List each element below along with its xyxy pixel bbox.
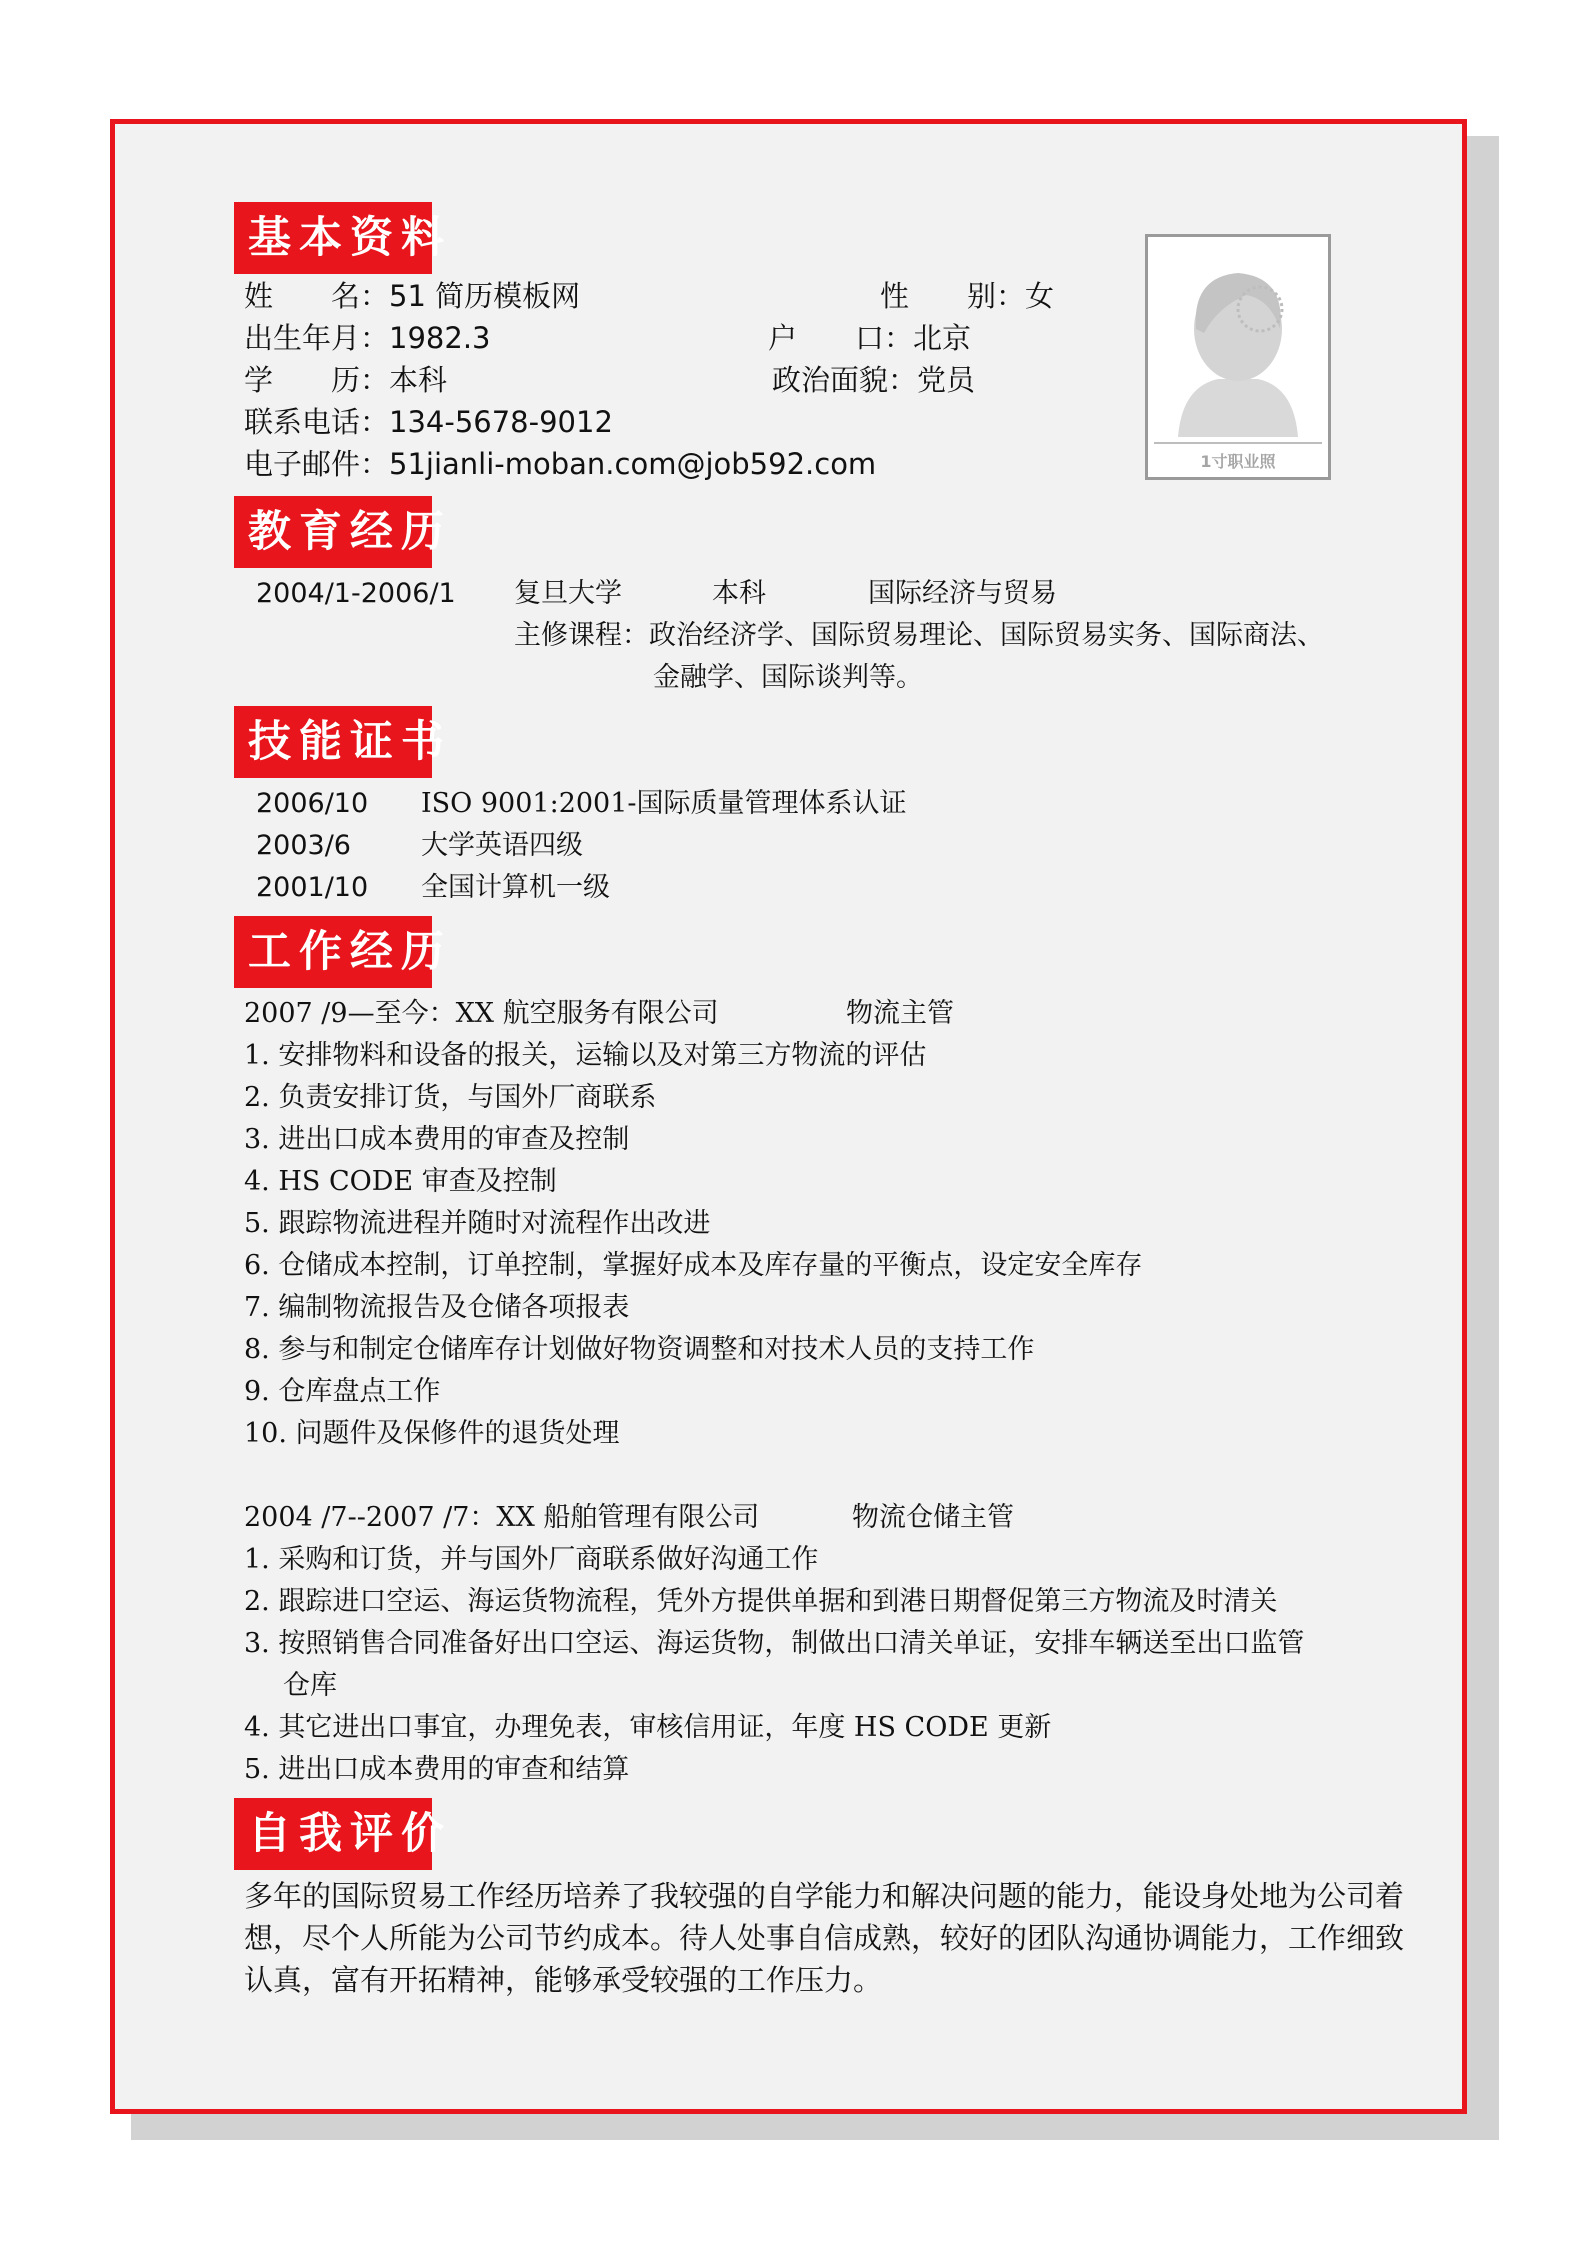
photo-caption: 1寸职业照	[1200, 452, 1276, 471]
self-eval-line: 想，尽个人所能为公司节约成本。待人处事自信成熟，较好的团队沟通协调能力，工作细致	[244, 1921, 1405, 1955]
birth-row	[244, 318, 491, 358]
job-duty-item: 2. 跟踪进口空运、海运货物流程，凭外方提供单据和到港日期督促第三方物流及时清关	[244, 1586, 1278, 1617]
job-title: 物流主管	[846, 998, 954, 1029]
section-self-eval-heading: 自我评价	[234, 1798, 432, 1870]
job-duty-item: 5. 进出口成本费用的审查和结算	[244, 1754, 630, 1785]
name-value: 51 简历模板网	[389, 279, 581, 313]
skill-name: 全国计算机一级	[421, 872, 610, 903]
skill-date: 2003/6	[256, 830, 351, 861]
job-header: 2007 /9—至今：XX 航空服务有限公司	[244, 998, 719, 1029]
birth-value: 1982.3	[389, 321, 491, 355]
job-duty-item: 3. 按照销售合同准备好出口空运、海运货物，制做出口清关单证，安排车辆送至出口监管	[244, 1628, 1305, 1659]
job-duty-item: 8. 参与和制定仓储库存计划做好物资调整和对技术人员的支持工作	[244, 1334, 1035, 1365]
section-skills-heading: 技能证书	[234, 706, 432, 778]
name-row	[244, 276, 580, 316]
section-basic-heading: 基本资料	[234, 202, 432, 274]
phone-label: 联系电话：	[244, 405, 390, 439]
job-title: 物流仓储主管	[852, 1502, 1014, 1533]
education-major: 国际经济与贸易	[868, 578, 1057, 609]
skill-date: 2006/10	[256, 788, 369, 819]
avatar-silhouette-icon	[1148, 237, 1328, 477]
email-value: 51jianli-moban.com@job592.com	[389, 447, 877, 481]
section-work-heading: 工作经历	[234, 916, 432, 988]
education-level-label: 学 历：	[244, 363, 390, 397]
skill-date: 2001/10	[256, 872, 369, 903]
education-courses-line2: 金融学、国际谈判等。	[653, 662, 923, 693]
birth-label: 出生年月：	[244, 321, 390, 355]
resume-page	[110, 119, 1467, 2114]
hukou-row	[768, 318, 971, 358]
education-level-value: 本科	[389, 363, 448, 397]
job-duty-item: 1. 安排物料和设备的报关，运输以及对第三方物流的评估	[244, 1040, 927, 1071]
job-duty-item: 9. 仓库盘点工作	[244, 1376, 441, 1407]
education-school: 复旦大学	[514, 578, 622, 609]
job-duty-item: 1. 采购和订货，并与国外厂商联系做好沟通工作	[244, 1544, 819, 1575]
section-education-heading: 教育经历	[234, 496, 432, 568]
job-duty-item: 7. 编制物流报告及仓储各项报表	[244, 1292, 630, 1323]
job-duty-item-continuation: 仓库	[283, 1670, 337, 1701]
education-degree: 本科	[712, 578, 766, 609]
skill-name: ISO 9001:2001-国际质量管理体系认证	[421, 788, 907, 819]
phone-value: 134-5678-9012	[389, 405, 613, 439]
hukou-value: 北京	[913, 321, 972, 355]
hukou-label: 户 口：	[768, 321, 914, 355]
education-period: 2004/1-2006/1	[256, 578, 456, 609]
self-eval-line: 认真，富有开拓精神，能够承受较强的工作压力。	[244, 1963, 883, 1997]
gender-label: 性 别：	[880, 279, 1026, 313]
phone-row	[244, 402, 613, 442]
profile-photo-placeholder	[1145, 234, 1331, 480]
job-duty-item: 10. 问题件及保修件的退货处理	[244, 1418, 620, 1449]
job-duty-item: 4. HS CODE 审查及控制	[244, 1166, 557, 1197]
job-duty-item: 3. 进出口成本费用的审查及控制	[244, 1124, 630, 1155]
name-label: 姓 名：	[244, 279, 390, 313]
political-value: 党员	[917, 363, 976, 397]
political-row	[772, 360, 975, 400]
self-eval-line: 多年的国际贸易工作经历培养了我较强的自学能力和解决问题的能力，能设身处地为公司着	[244, 1879, 1405, 1913]
gender-row	[880, 276, 1054, 316]
skill-name: 大学英语四级	[421, 830, 583, 861]
job-duty-item: 2. 负责安排订货，与国外厂商联系	[244, 1082, 657, 1113]
job-duty-item: 6. 仓储成本控制，订单控制，掌握好成本及库存量的平衡点，设定安全库存	[244, 1250, 1143, 1281]
job-duty-item: 5. 跟踪物流进程并随时对流程作出改进	[244, 1208, 711, 1239]
email-label: 电子邮件：	[244, 447, 390, 481]
job-header: 2004 /7--2007 /7：XX 船舶管理有限公司	[244, 1502, 760, 1533]
job-duty-item: 4. 其它进出口事宜，办理免表，审核信用证，年度 HS CODE 更新	[244, 1712, 1052, 1743]
education-level-row	[244, 360, 447, 400]
political-label: 政治面貌：	[772, 363, 918, 397]
education-courses-line1: 主修课程：政治经济学、国际贸易理论、国际贸易实务、国际商法、	[514, 620, 1324, 651]
gender-value: 女	[1025, 279, 1055, 313]
email-row	[244, 444, 876, 484]
